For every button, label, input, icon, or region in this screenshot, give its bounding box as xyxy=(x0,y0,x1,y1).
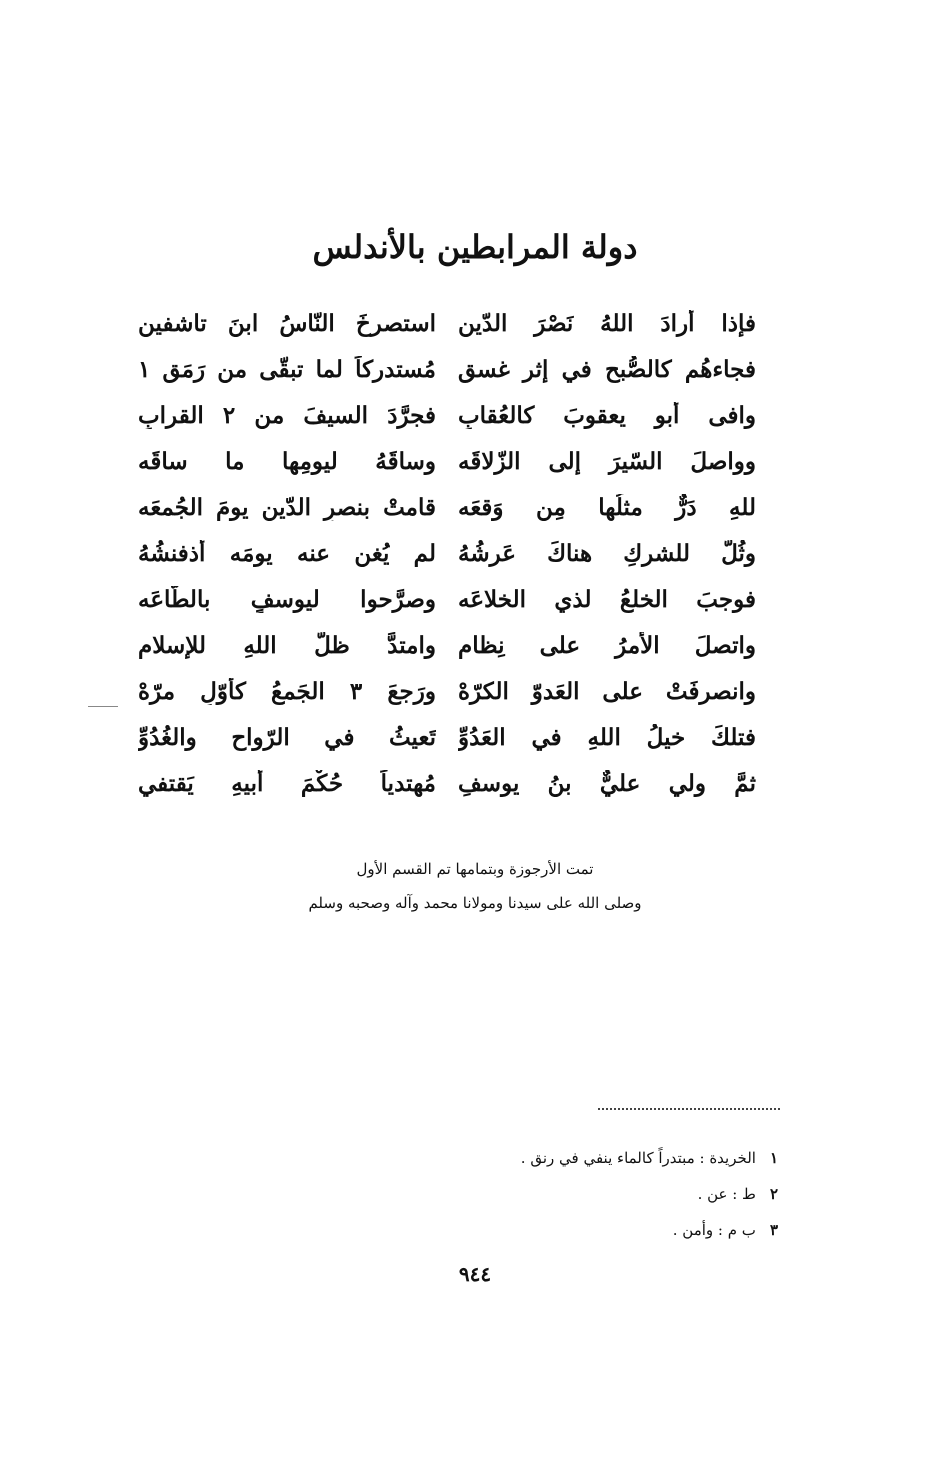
closing-note xyxy=(0,852,950,920)
verse xyxy=(138,668,756,714)
verse xyxy=(138,392,756,438)
closing-line: وصلى الله على سيدنا ومولانا محمد وآله وصحبه وسلم xyxy=(308,894,642,912)
verse-second-hemistich: تَعيثُ في الرّواحِ والغُدُوِّ xyxy=(138,723,436,751)
verse xyxy=(138,438,756,484)
footnote xyxy=(521,1212,778,1248)
verse-second-hemistich: لم يُغنِ عنه يومَه أذفنشُهُ xyxy=(138,539,436,567)
verse-first-hemistich: وثُلَّ للشركِ هناكَ عَرشُهُ xyxy=(458,539,756,567)
verse-first-hemistich: وانصرفَتْ على العَدوّ الكرّهْ xyxy=(458,677,756,705)
verse-second-hemistich: وصرَّحوا ليوسفٍ بالطّاعَه xyxy=(138,585,436,613)
verse xyxy=(138,346,756,392)
verse-first-hemistich: فوجبَ الخلعُ لذي الخلاعَه xyxy=(458,585,756,613)
footnote-number: ١ xyxy=(769,1149,778,1167)
verse-first-hemistich: ثمَّ ولي عليٌّ بنُ يوسفِ xyxy=(458,769,756,797)
verse-first-hemistich: وافى أبو يعقوبَ كالعُقابِ xyxy=(458,401,756,429)
verse xyxy=(138,484,756,530)
verse xyxy=(138,714,756,760)
verse xyxy=(138,576,756,622)
page-title: دولة المرابطين بالأندلس xyxy=(312,228,638,266)
verse-second-hemistich: قامتْ بنصرِ الدّينِ يومَ الجُمعَه xyxy=(138,493,436,521)
verse-second-hemistich: مُهتدياً حُكْمَ أبيهِ يَقتفي xyxy=(138,769,436,797)
verse-first-hemistich: فتلكَ خيلُ اللهِ في العَدُوِّ xyxy=(458,723,756,751)
verse-first-hemistich: فجاءهُم كالصُّبحِ في إثر غسق xyxy=(458,355,756,383)
verse-second-hemistich: مُستدركاً لما تبقّى من رَمَق ١ xyxy=(138,355,436,383)
verse-second-hemistich: وامتدَّ ظلُّ اللهِ للإسلامِ xyxy=(138,631,436,659)
margin-mark xyxy=(88,706,118,707)
poem-body xyxy=(138,300,756,806)
footnote-text: ط : عن . xyxy=(697,1185,756,1203)
footnote-text: الخريدة : مبتدراً كالماء ينفي في رنق . xyxy=(520,1149,756,1167)
footnote-number: ٢ xyxy=(769,1185,778,1203)
verse xyxy=(138,622,756,668)
page-number: ٩٤٤ xyxy=(458,1262,492,1286)
verse-first-hemistich: وواصلَ السّيرَ إلى الزّلاقَه xyxy=(458,447,756,475)
verse-second-hemistich: استصرخَ النّاسُ ابنَ تاشفينِ xyxy=(138,309,436,337)
verse-second-hemistich: وساقَهُ ليومِها ما ساقَه xyxy=(138,447,436,475)
footnotes xyxy=(521,1140,778,1248)
footnote xyxy=(521,1176,778,1212)
footnote xyxy=(521,1140,778,1176)
verse-first-hemistich: للهِ دَرٌّ مثلُها مِن وَقعَه xyxy=(458,493,756,521)
footnote-number: ٣ xyxy=(769,1221,778,1239)
verse-second-hemistich: ورَجعَ ٣ الجَمعُ كأوّلِ مرّهْ xyxy=(138,677,436,705)
verse-second-hemistich: فجرَّدَ السيفَ من ٢ القرابِ xyxy=(138,401,436,429)
footnote-text: ب م : وأمن . xyxy=(672,1221,756,1239)
verse-first-hemistich: واتصلَ الأمرُ على نِظامِ xyxy=(458,631,756,659)
verse xyxy=(138,300,756,346)
verse-first-hemistich: فإذا أرادَ اللهُ نَصْرَ الدّينِ xyxy=(458,309,756,337)
footnote-separator xyxy=(598,1108,780,1110)
verse xyxy=(138,760,756,806)
verse xyxy=(138,530,756,576)
closing-line: تمت الأرجوزة وبتمامها تم القسم الأول xyxy=(356,860,594,878)
